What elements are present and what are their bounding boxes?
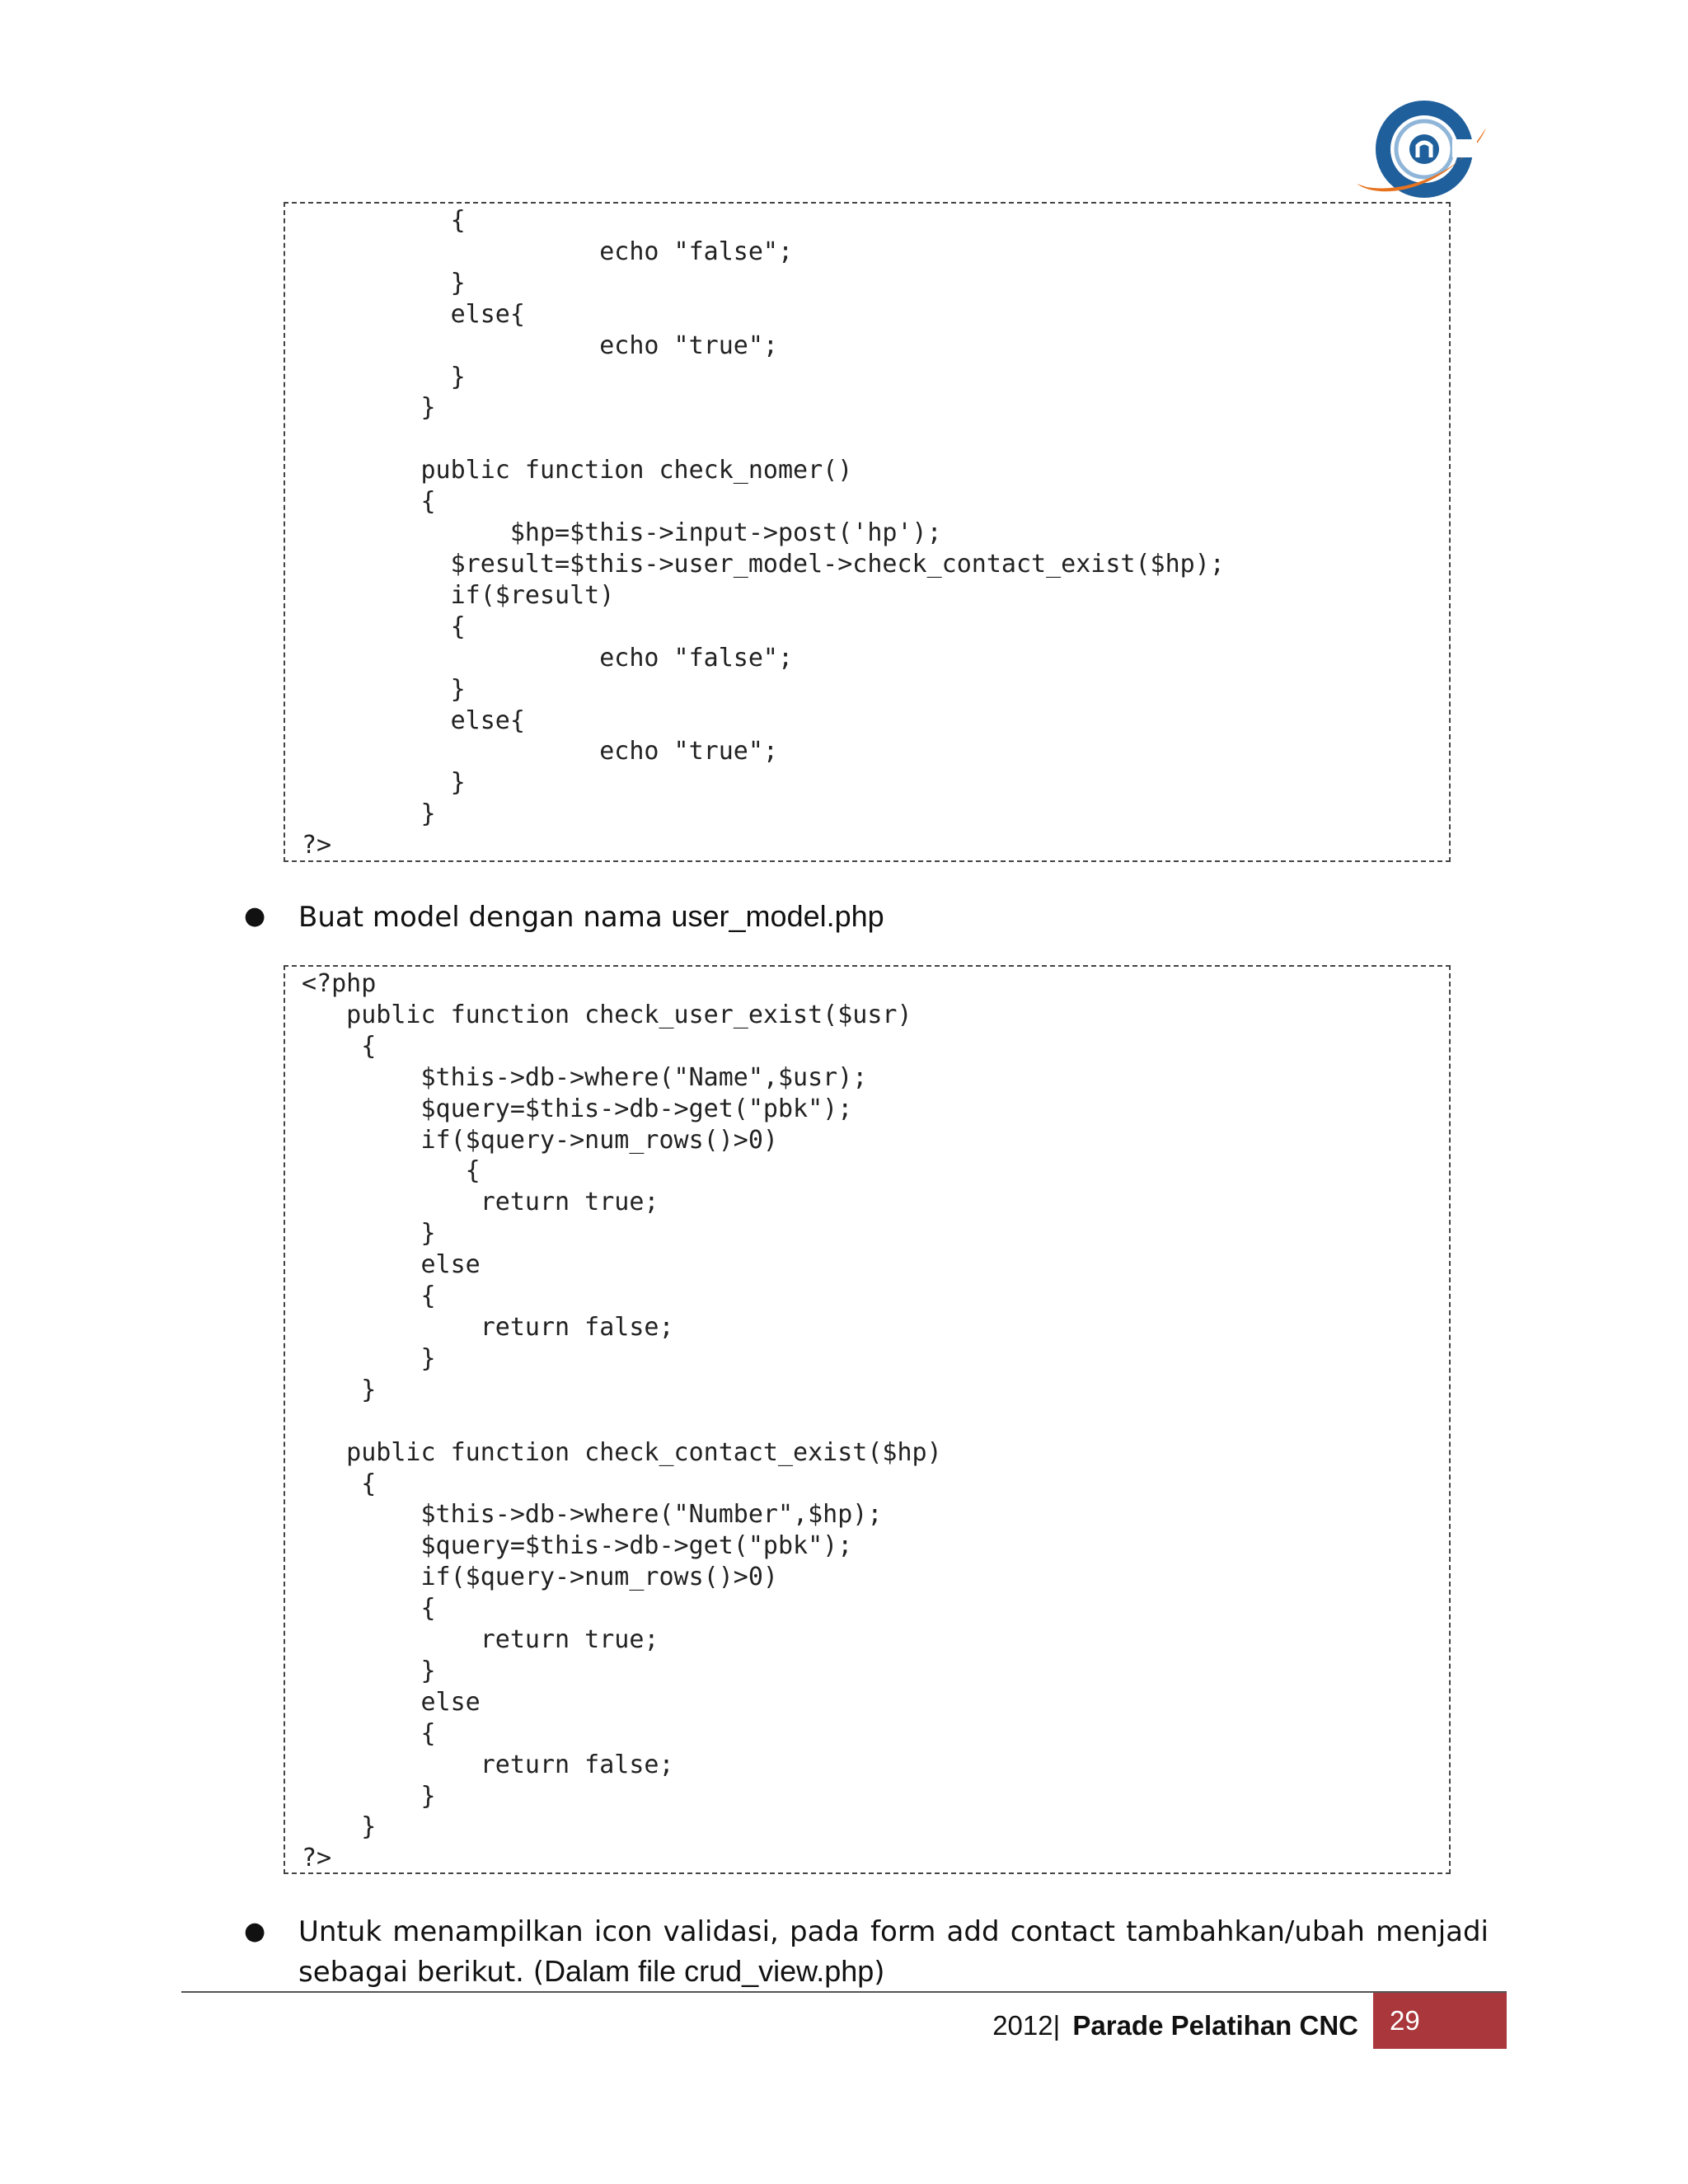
bullet-icon: ● [244,1917,266,1946]
footer-title: Parade Pelatihan CNC [1072,2010,1358,2041]
bullet-text: Untuk menampilkan icon validasi, pada form add contact tambahkan/ubah menjadi sebagai berikut. (Dalam file crud_view.php) [298,1915,1489,1989]
code-text: <?php public function check_user_exist($usr) { $this->db->where("Name",$usr); $query=$this->db->get("pbk"); if($query->num_rows()>0) { return true; } else { return false; } } public function check_contact_exist($hp) { $this->db->where("Number",$hp); $query=$this->db->get("pbk"); if($query->num_rows()>0) { return true; } else { return false; } } ?> [302,969,942,1873]
filename: Dalam file crud_view.php [544,1954,874,1988]
cnc-logo-icon [1350,95,1494,206]
code-text: { echo "false"; } else{ echo "true"; } } public function check_nomer() { $hp=$this->input->post('hp'); $result=$this->user_model->check_contact_exist($hp); if($result) { echo "false"; } else{ echo "true"; } } ?> [302,206,1225,860]
code-block-controller [284,202,1451,862]
footer-year: 2012 [992,2010,1053,2041]
footer-label [992,2001,1358,2050]
bullet-item-validation [244,1912,1489,1994]
footer-divider [181,1991,1507,1993]
filename: user_model.php [671,899,884,933]
page-number: 29 [1373,1993,1507,2049]
footer-separator: | [1053,2010,1061,2041]
code-block-model [284,965,1451,1874]
bullet-icon: ● [244,902,266,930]
bullet-text: Buat model dengan nama user_model.php [298,899,884,934]
bullet-item-model [244,897,1489,938]
